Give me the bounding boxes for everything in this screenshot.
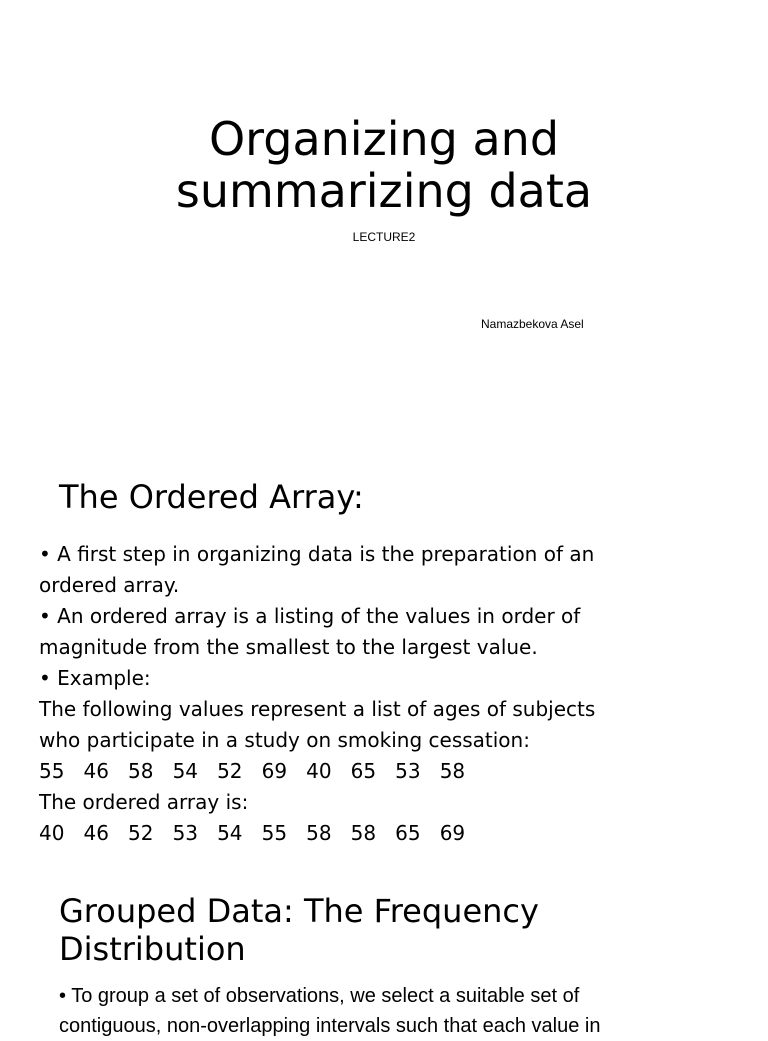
ordered-array-heading: The Ordered Array: — [59, 478, 364, 516]
title-slide — [0, 0, 768, 440]
body-line: contiguous, non-overlapping intervals such that each value in — [59, 1015, 601, 1037]
ordered-values-line: 40 46 52 53 54 55 58 58 65 69 — [39, 821, 466, 845]
body-line: • An ordered array is a listing of the values in order of — [39, 604, 581, 628]
body-line: • A first step in organizing data is the preparation of an — [39, 542, 595, 566]
body-line: ordered array. — [39, 573, 180, 597]
ordered-array-body — [39, 539, 739, 849]
raw-values-line: 55 46 58 54 52 69 40 65 53 58 — [39, 759, 466, 783]
body-line: The following values represent a list of ages of subjects — [39, 697, 596, 721]
author-name: Namazbekova Asel — [481, 317, 584, 331]
lecture-label: LECTURE2 — [352, 230, 416, 244]
grouped-heading-line-1: Grouped Data: The Frequency — [59, 892, 539, 930]
document-title — [0, 113, 768, 217]
grouped-data-heading — [59, 892, 539, 968]
body-line: • To group a set of observations, we select a suitable set of — [59, 985, 580, 1007]
grouped-data-body — [59, 981, 739, 1041]
body-line: The ordered array is: — [39, 790, 249, 814]
body-line: • Example: — [39, 666, 151, 690]
title-line-1: Organizing and — [208, 112, 560, 166]
body-line: magnitude from the smallest to the largest value. — [39, 635, 538, 659]
grouped-heading-line-2: Distribution — [59, 930, 246, 968]
title-line-2: summarizing data — [175, 164, 593, 218]
body-line: who participate in a study on smoking cessation: — [39, 728, 530, 752]
